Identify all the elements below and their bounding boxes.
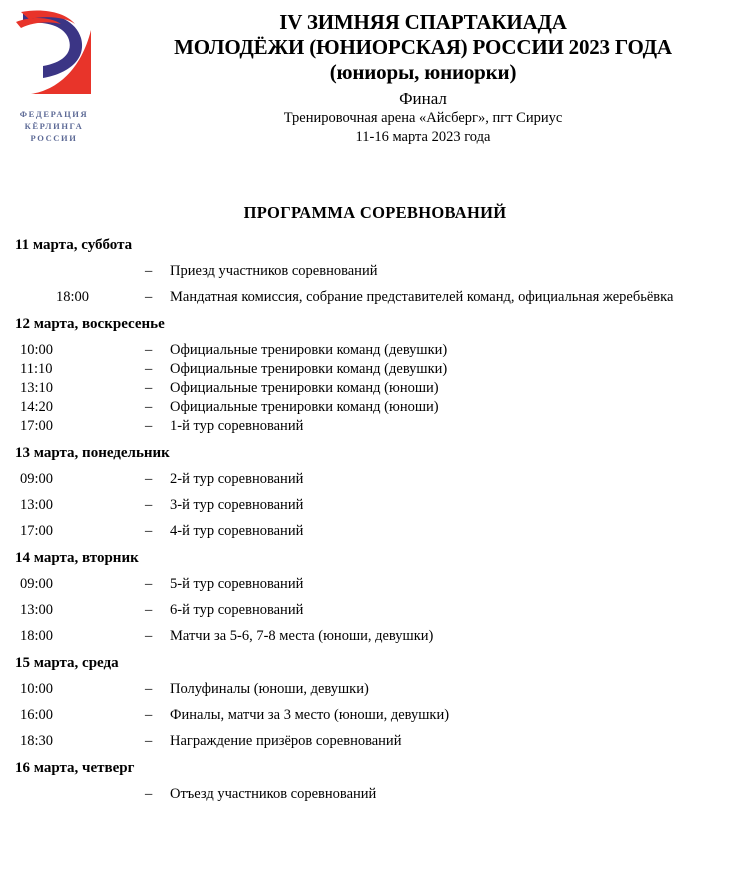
title-dates: 11-16 марта 2023 года [355, 129, 491, 145]
schedule-description: Мандатная комиссия, собрание представителей команд, официальная жеребьёвка [170, 289, 674, 305]
day-rows [0, 680, 742, 750]
schedule-description: Официальные тренировки команд (девушки) [170, 361, 448, 377]
schedule-row [0, 262, 742, 280]
schedule-time: 10:00 [20, 681, 54, 697]
day-header: 15 марта, среда [15, 655, 119, 671]
day-header: 13 марта, понедельник [15, 445, 170, 461]
federation-logo [6, 8, 102, 144]
federation-logo-text [6, 108, 102, 144]
schedule-row [0, 417, 742, 435]
dash-separator: – [145, 707, 153, 723]
dash-separator: – [145, 418, 153, 434]
title-line-1: IV ЗИМНЯЯ СПАРТАКИАДА [279, 10, 567, 34]
schedule-description: 4-й тур соревнований [170, 523, 304, 539]
schedule-row [0, 522, 742, 540]
dash-separator: – [145, 786, 153, 802]
schedule-row [0, 680, 742, 698]
schedule-row [0, 496, 742, 514]
schedule-time: 09:00 [20, 576, 54, 592]
day-rows [0, 470, 742, 540]
schedule-row [0, 601, 742, 619]
title-block [104, 10, 742, 147]
dash-separator: – [145, 342, 153, 358]
page-title: ПРОГРАММА СОРЕВНОВАНИЙ [243, 203, 507, 222]
dash-separator: – [145, 497, 153, 513]
schedule-time: 18:00 [55, 289, 90, 305]
day-header: 16 марта, четверг [15, 760, 135, 776]
title-line-3: (юниоры, юниорки) [329, 60, 517, 84]
dash-separator: – [145, 471, 153, 487]
logo-line-2: КЁРЛИНГА [24, 121, 84, 131]
dash-separator: – [145, 380, 153, 396]
dash-separator: – [145, 733, 153, 749]
schedule-time: 17:00 [20, 418, 54, 434]
schedule-description: 5-й тур соревнований [170, 576, 304, 592]
logo-line-1: ФЕДЕРАЦИЯ [19, 109, 89, 119]
schedule-time: 16:00 [20, 707, 54, 723]
schedule-time: 10:00 [20, 342, 54, 358]
schedule-row [0, 575, 742, 593]
schedule-description: 3-й тур соревнований [170, 497, 304, 513]
schedule-row [0, 627, 742, 645]
schedule-row [0, 706, 742, 724]
schedule-row [0, 398, 742, 416]
schedule-description: Официальные тренировки команд (юноши) [170, 399, 439, 415]
day-header: 12 марта, воскресенье [15, 316, 165, 332]
dash-separator: – [145, 399, 153, 415]
dash-separator: – [145, 628, 153, 644]
schedule-description: Официальные тренировки команд (девушки) [170, 342, 448, 358]
schedule-time: 09:00 [20, 471, 54, 487]
schedule-time: 17:00 [20, 523, 54, 539]
day-rows [0, 575, 742, 645]
dash-separator: – [145, 523, 153, 539]
title-line-2: МОЛОДЁЖИ (ЮНИОРСКАЯ) РОССИИ 2023 ГОДА [174, 35, 672, 59]
schedule-time: 14:20 [20, 399, 54, 415]
schedule-row [0, 360, 742, 378]
schedule-description: 2-й тур соревнований [170, 471, 304, 487]
dash-separator: – [145, 361, 153, 377]
dash-separator: – [145, 263, 153, 279]
document-header [0, 0, 750, 175]
schedule-description: 1-й тур соревнований [170, 418, 304, 434]
schedule-row [0, 785, 742, 803]
title-venue: Тренировочная арена «Айсберг», пгт Сириус [283, 110, 563, 126]
schedule-description: Награждение призёров соревнований [170, 733, 402, 749]
schedule-description: Полуфиналы (юноши, девушки) [170, 681, 369, 697]
day-header: 11 марта, суббота [15, 237, 133, 253]
schedule-time: 18:30 [20, 733, 54, 749]
dash-separator: – [145, 602, 153, 618]
curling-federation-emblem-icon [9, 8, 99, 104]
schedule-row [0, 470, 742, 488]
day-rows [0, 341, 742, 435]
schedule-row [0, 379, 742, 397]
schedule-time: 13:10 [20, 380, 54, 396]
logo-line-3: РОССИИ [30, 133, 78, 143]
schedule-description: Финалы, матчи за 3 место (юноши, девушки) [170, 707, 450, 723]
schedule-row [0, 288, 742, 306]
day-rows [0, 262, 742, 306]
schedule-description: Отъезд участников соревнований [170, 786, 377, 802]
day-rows [0, 785, 742, 803]
schedule-row [0, 732, 742, 750]
schedule-row [0, 341, 742, 359]
schedule-description: Матчи за 5-6, 7-8 места (юноши, девушки) [170, 628, 434, 644]
schedule-time: 18:00 [20, 628, 54, 644]
dash-separator: – [145, 576, 153, 592]
schedule-description: Официальные тренировки команд (юноши) [170, 380, 439, 396]
dash-separator: – [145, 681, 153, 697]
schedule-time: 13:00 [20, 602, 54, 618]
schedule-time: 11:10 [20, 361, 53, 377]
title-stage: Финал [399, 89, 447, 108]
schedule-description: 6-й тур соревнований [170, 602, 304, 618]
day-header: 14 марта, вторник [15, 550, 139, 566]
dash-separator: – [145, 289, 153, 305]
schedule [0, 237, 750, 803]
schedule-description: Приезд участников соревнований [170, 263, 378, 279]
schedule-time: 13:00 [20, 497, 54, 513]
